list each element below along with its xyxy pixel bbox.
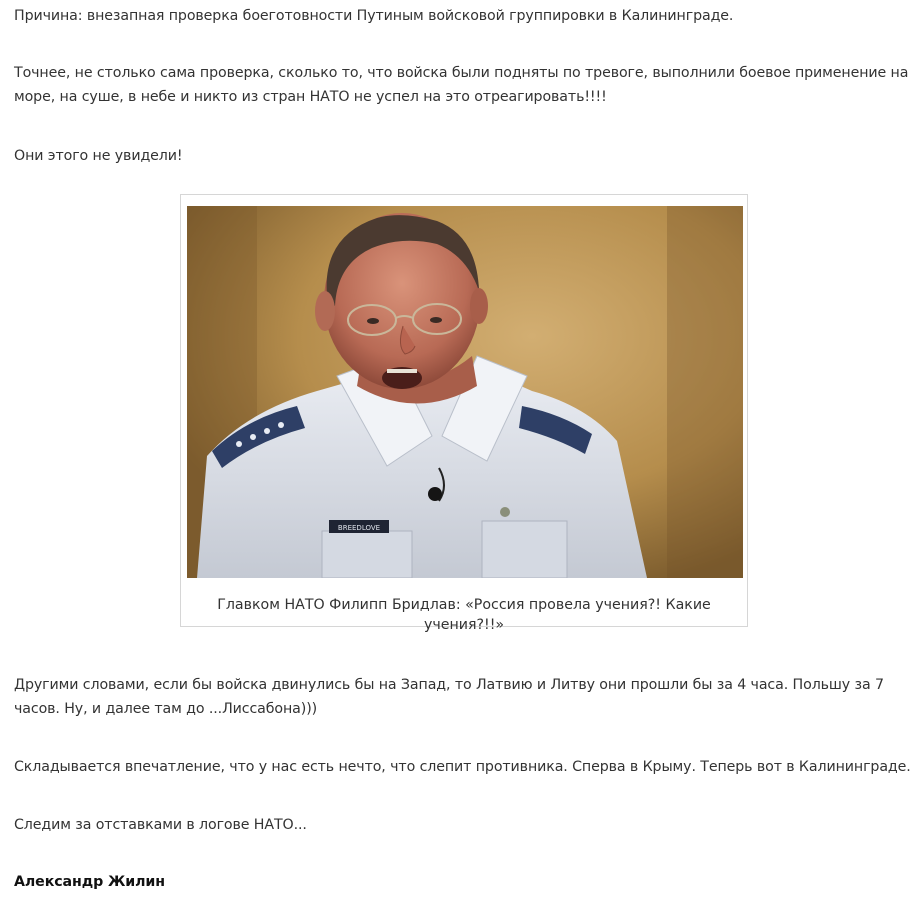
paragraph: Другими словами, если бы войска двинулись бы на Запад, то Латвию и Литву они прошли бы за 4 часа. Польшу за 7 часов. Ну, и далее там до ...Лиссабона))): [14, 677, 884, 717]
name-tag-text: BREEDLOVE: [337, 524, 381, 532]
microphone-icon: [428, 487, 442, 501]
paragraph: Причина: внезапная проверка боеготовности Путиным войсковой группировки в Калининграде.: [14, 8, 734, 24]
portrait-illustration: [187, 206, 743, 578]
paragraph: Точнее, не столько сама проверка, сколько то, что войска были подняты по тревоге, выполнили боевое применение на море, на суше, в небе и никто из стран НАТО не успел на это отреагировать!!!!: [14, 65, 909, 105]
paragraph: Они этого не увидели!: [14, 148, 183, 164]
paragraph: Складывается впечатление, что у нас есть нечто, что слепит противника. Сперва в Крыму. Теперь вот в Калининграде.: [14, 759, 911, 775]
figure-caption: Главком НАТО Филипп Бридлав: «Россия провела учения?! Какие учения?!!»: [217, 597, 711, 633]
author-name: Александр Жилин: [14, 874, 165, 890]
paragraph: Следим за отставками в логове НАТО...: [14, 817, 307, 833]
article-photo[interactable]: [187, 206, 743, 578]
article-figure: [180, 194, 748, 633]
